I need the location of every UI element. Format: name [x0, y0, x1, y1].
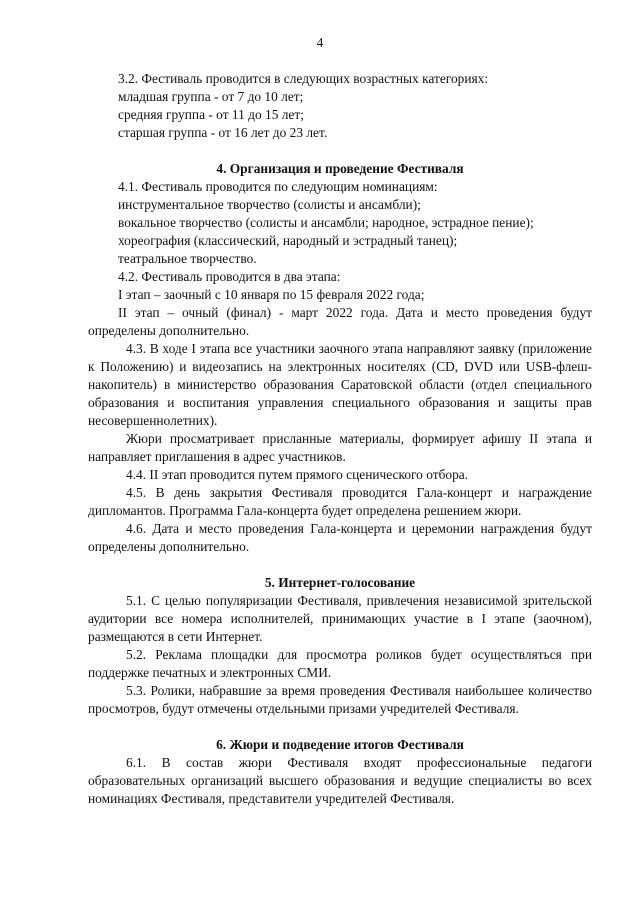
age-group-senior: старшая группа - от 16 лет до 23 лет. — [118, 125, 328, 140]
nomination-instrumental: инструментальное творчество (солисты и ансамбли); — [118, 197, 421, 212]
age-group-junior: младшая группа - от 7 до 10 лет; — [118, 89, 304, 104]
jury-paragraph: Жюри просматривает присланные материалы, формирует афишу II этапа и направляет приглашения в адрес участников. — [88, 431, 592, 464]
document-body — [88, 70, 592, 808]
age-group-middle: средняя группа - от 11 до 15 лет; — [118, 107, 304, 122]
section-5-heading: 5. Интернет-голосование — [264, 575, 416, 590]
spacer — [88, 556, 592, 574]
paragraph-4-2: 4.2. Фестиваль проводится в два этапа: — [118, 269, 341, 284]
paragraph-4-5: 4.5. В день закрытия Фестиваля проводится Гала-концерт и награждение дипломантов. Программа Гала-концерта будет определена решением жюри. — [88, 485, 592, 518]
paragraph-4-6: 4.6. Дата и место проведения Гала-концерта и церемонии награждения будут определены дополнительно. — [88, 521, 592, 554]
paragraph-3-2: 3.2. Фестиваль проводится в следующих возрастных категориях: — [118, 71, 489, 86]
spacer — [88, 718, 592, 736]
section-6-heading: 6. Жюри и подведение итогов Фестиваля — [216, 737, 464, 752]
paragraph-6-1: 6.1. В состав жюри Фестиваля входят профессиональные педагоги образовательных организаций высшего образования и ведущие специалисты во всех номинациях Фестиваля, представители учредителей Фестиваля. — [88, 755, 592, 806]
paragraph-5-3: 5.3. Ролики, набравшие за время проведения Фестиваля наибольшее количество просмотров, будут отмечены отдельными призами учредителей Фестиваля. — [88, 683, 592, 716]
paragraph-4-4: 4.4. II этап проводится путем прямого сценического отбора. — [126, 467, 469, 482]
paragraph-4-1: 4.1. Фестиваль проводится по следующим номинациям: — [118, 179, 438, 194]
spacer — [88, 142, 592, 160]
nomination-theatre: театральное творчество. — [118, 251, 257, 266]
section-4-heading: 4. Организация и проведение Фестиваля — [216, 161, 464, 176]
nomination-vocal: вокальное творчество (солисты и ансамбли; народное, эстрадное пение); — [118, 215, 534, 230]
paragraph-5-2: 5.2. Реклама площадки для просмотра роликов будет осуществляться при поддержке печатных и электронных СМИ. — [88, 647, 592, 680]
stage-1: I этап – заочный с 10 января по 15 февраля 2022 года; — [118, 287, 425, 302]
nomination-choreography: хореография (классический, народный и эстрадный танец); — [118, 233, 458, 248]
paragraph-5-1: 5.1. С целью популяризации Фестиваля, привлечения независимой зрительской аудитории все номера исполнителей, принимающих участие в I этапе (заочном), размещаются в сети Интернет. — [88, 593, 592, 644]
paragraph-4-3: 4.3. В ходе I этапа все участники заочного этапа направляют заявку (приложение к Положению) и видеозапись на электронных носителях (CD, DVD или USB-флеш-накопитель) в министерство образования Саратовской области (отдел специального образования и воспитания управления специального образования и защиты прав несовершеннолетних). — [88, 341, 592, 428]
stage-2: II этап – очный (финал) - март 2022 года. Дата и место проведения будут определены дополнительно. — [88, 305, 592, 338]
page-number: 4 — [316, 35, 324, 50]
